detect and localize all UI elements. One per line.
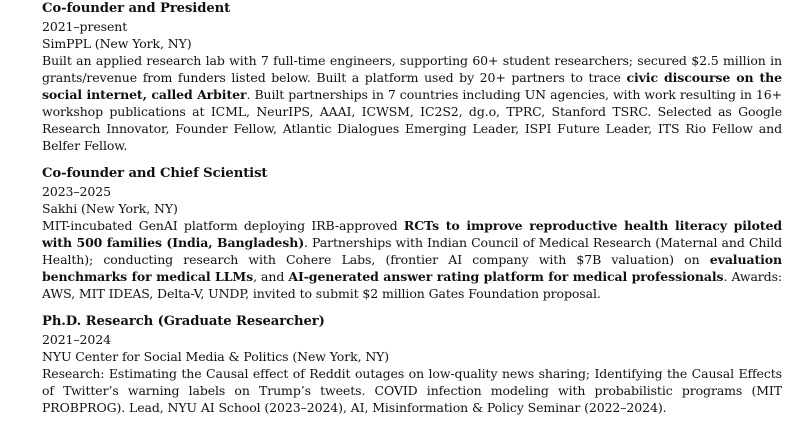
description-text: MIT-incubated GenAI platform deploying IRB-approved — [42, 218, 404, 233]
entry-dates: 2021–present — [42, 19, 128, 34]
description-text: . Partnerships with Indian Council of Medical Research (Maternal and Child Health); conducting research with Cohere Labs, (frontier AI company with $7B valuation) on — [42, 235, 782, 267]
entry-description — [42, 217, 782, 302]
description-highlight: civic discourse on the social internet, called Arbiter — [42, 70, 782, 102]
experience-entry-phd — [42, 313, 782, 416]
description-text: Built an applied research lab with 7 full-time engineers, supporting 60+ student researchers; secured $2.5 million in grants/revenue from funders listed below. Built a platform used by 20+ partners to trace — [42, 53, 782, 85]
entry-organization: Sakhi (New York, NY) — [42, 201, 178, 216]
description-highlight: RCTs to improve reproductive health literacy piloted with 500 families (India, Bangladesh) — [42, 218, 782, 250]
entry-organization: SimPPL (New York, NY) — [42, 36, 192, 51]
experience-entry-sakhi — [42, 165, 782, 302]
experience-entry-simppl — [42, 0, 782, 154]
description-text: , and — [253, 269, 289, 284]
entry-title: Co-founder and Chief Scientist — [42, 166, 268, 181]
entry-title: Ph.D. Research (Graduate Researcher) — [42, 314, 325, 329]
description-text: Research: Estimating the Causal effect of Reddit outages on low-quality news sharing; Identifying the Causal Effects of Twitter’s warning labels on Trump’s tweets. COVID infection modeling with probabilistic programs (MIT PROBPROG). Lead, NYU AI School (2023–2024), AI, Misinformation & Policy Seminar (2022–2024). — [42, 366, 782, 415]
description-highlight: evaluation benchmarks for medical LLMs — [42, 252, 782, 284]
entry-title: Co-founder and President — [42, 1, 231, 16]
entry-description — [42, 52, 782, 154]
cv-experience-section — [42, 0, 782, 427]
entry-dates: 2023–2025 — [42, 184, 111, 199]
entry-organization: NYU Center for Social Media & Politics (New York, NY) — [42, 349, 390, 364]
description-highlight: AI-generated answer rating platform for medical professionals — [288, 269, 724, 284]
description-text: . Built partnerships in 7 countries including UN agencies, with work resulting in 16+ workshop publications at ICML, NeurIPS, AAAI, ICWSM, IC2S2, dg.o, TPRC, Stanford TSRC. Selected as Google Research Innovator, Founder Fellow, Atlantic Dialogues Emerging Leader, ISPI Future Leader, ITS Rio Fellow and Belfer Fellow. — [42, 87, 782, 153]
entry-dates: 2021–2024 — [42, 332, 111, 347]
entry-description — [42, 365, 782, 416]
description-text: . Awards: AWS, MIT IDEAS, Delta-V, UNDP, invited to submit $2 million Gates Foundation proposal. — [42, 269, 782, 301]
